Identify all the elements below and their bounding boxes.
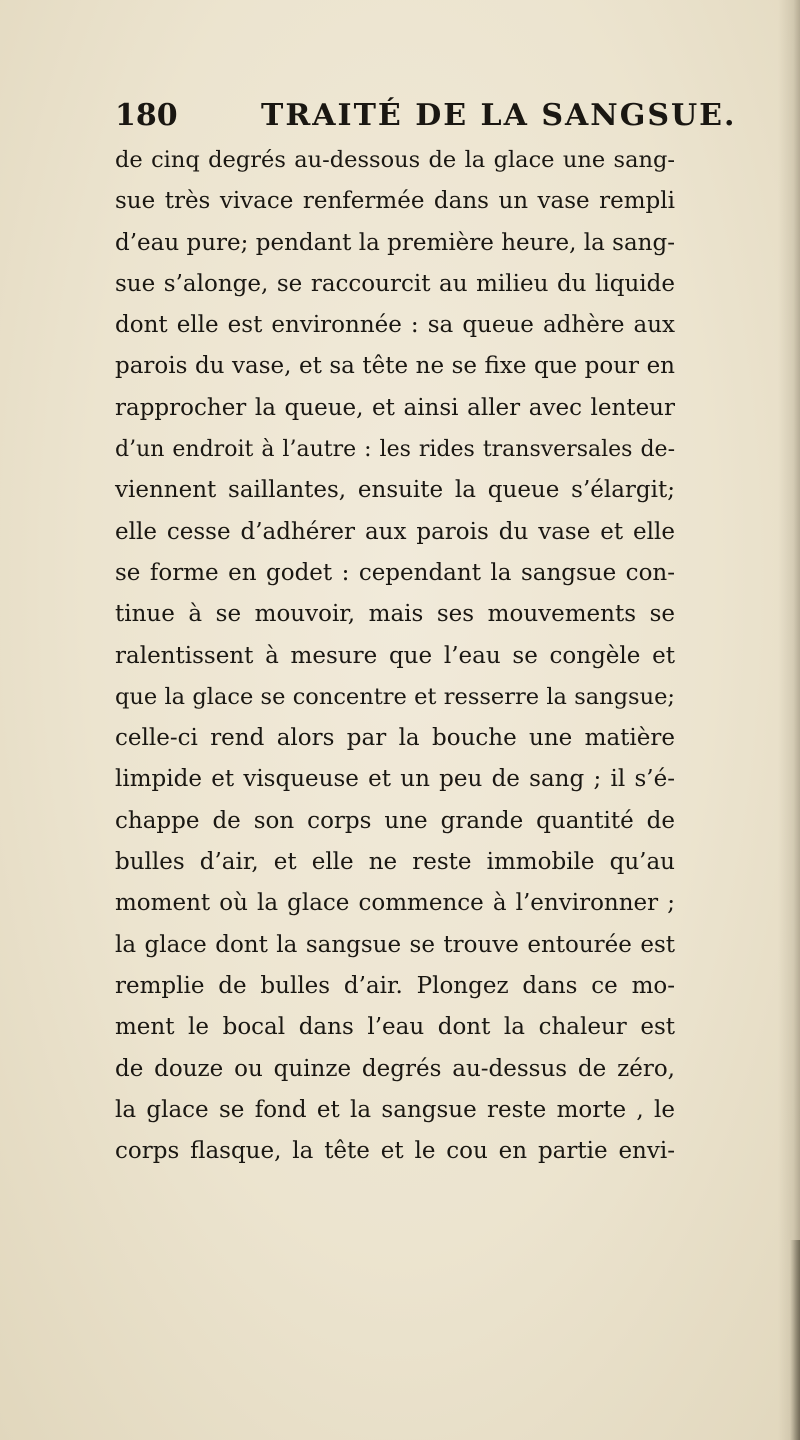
- text-line: rapprocher la queue, et ainsi aller avec lenteur: [115, 394, 675, 421]
- text-line: ment le bocal dans l’eau dont la chaleur est: [115, 1014, 675, 1041]
- text-line: bulles d’air, et elle ne reste immobile qu’au: [115, 849, 675, 876]
- text-line: de douze ou quinze degrés au-dessus de zéro,: [115, 1055, 675, 1082]
- text-line: la glace dont la sangsue se trouve entourée est: [115, 931, 675, 958]
- text-line: la glace se fond et la sangsue reste morte , le: [115, 1096, 675, 1123]
- page-number: 180: [115, 98, 178, 133]
- text-line: elle cesse d’adhérer aux parois du vase et elle: [115, 518, 675, 545]
- text-line: remplie de bulles d’air. Plongez dans ce mo-: [115, 972, 675, 999]
- text-line: viennent saillantes, ensuite la queue s’élargit;: [115, 477, 675, 504]
- text-line: corps flasque, la tête et le cou en partie envi-: [115, 1138, 675, 1165]
- running-title: TRAITÉ DE LA SANGSUE.: [261, 98, 737, 133]
- page-edge-binding: [790, 1240, 800, 1440]
- text-line: ralentissent à mesure que l’eau se congèle et: [115, 642, 675, 669]
- text-line: parois du vase, et sa tête ne se fixe que pour en: [115, 353, 675, 380]
- body-text: [115, 140, 675, 1172]
- text-line: tinue à se mouvoir, mais ses mouvements se: [115, 601, 675, 628]
- text-line: moment où la glace commence à l’environner ;: [115, 890, 675, 917]
- text-line: limpide et visqueuse et un peu de sang ; il s’é-: [115, 766, 675, 793]
- text-line: d’un endroit à l’autre : les rides transversales de-: [115, 437, 675, 463]
- page-edge-shadow: [778, 0, 800, 1440]
- text-line: se forme en godet : cependant la sangsue con-: [115, 559, 675, 586]
- text-line: d’eau pure; pendant la première heure, la sang-: [115, 229, 675, 256]
- text-line: dont elle est environnée : sa queue adhère aux: [115, 312, 675, 339]
- text-line: que la glace se concentre et resserre la sangsue;: [115, 683, 675, 710]
- page-header: [115, 94, 737, 138]
- text-line: sue s’alonge, se raccourcit au milieu du liquide: [115, 270, 675, 297]
- text-line: de cinq degrés au-dessous de la glace une sang-: [115, 147, 675, 173]
- text-line: celle-ci rend alors par la bouche une matière: [115, 725, 675, 752]
- text-line: sue très vivace renfermée dans un vase rempli: [115, 188, 675, 215]
- text-line: chappe de son corps une grande quantité de: [115, 807, 675, 834]
